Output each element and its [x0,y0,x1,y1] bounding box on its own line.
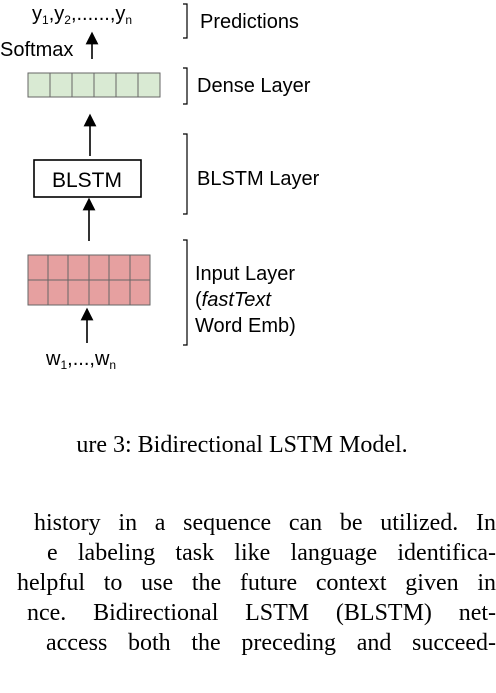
body-line: helpful to use the future context given in [17,570,496,596]
output-token-y1: y [32,3,42,25]
output-sub-2: 2 [64,13,71,27]
blstm-box [34,160,141,197]
input-layer-grid [28,255,150,305]
label-fasttext: (fastText [195,289,271,311]
input-sub-n: n [109,358,117,372]
figure-caption: ure 3: Bidirectional LSTM Model. [76,432,408,458]
bracket-blstm [183,134,187,214]
output-token-y2: y [54,3,65,25]
output-ellipsis: ...... [76,3,110,25]
input-token-wn: w [94,348,110,370]
bracket-predictions [183,4,187,38]
input-tokens: $w_1,...,w_n$ [46,348,117,372]
input-token-w1: w [46,348,61,370]
input-sub-1: 1 [60,358,68,372]
softmax-label: Softmax [0,39,74,61]
label-word-emb: Word Emb) [195,315,296,337]
body-line: e labeling task like language identifica- [47,540,496,566]
dense-layer-block [28,73,160,97]
bracket-input [183,240,187,345]
input-ellipsis: ... [72,348,90,370]
output-token-yn: y [115,3,126,25]
output-tokens: $y_1,y_2,......,y_n$ [32,3,133,27]
output-sub-n: n [125,13,133,27]
label-input-layer: Input Layer [195,263,296,285]
label-predictions: Predictions [200,11,299,33]
body-paragraph [0,508,496,658]
label-blstm-layer: BLSTM Layer [197,168,320,190]
output-sub-1: 1 [42,13,49,27]
blstm-box-label: BLSTM [51,169,123,192]
body-line: access both the preceding and succeed- [46,630,496,656]
label-dense-layer: Dense Layer [197,75,311,97]
body-line: history in a sequence can be utilized. In [34,510,496,536]
bracket-dense [183,68,187,104]
body-line: nce. Bidirectional LSTM (BLSTM) net- [27,600,496,626]
